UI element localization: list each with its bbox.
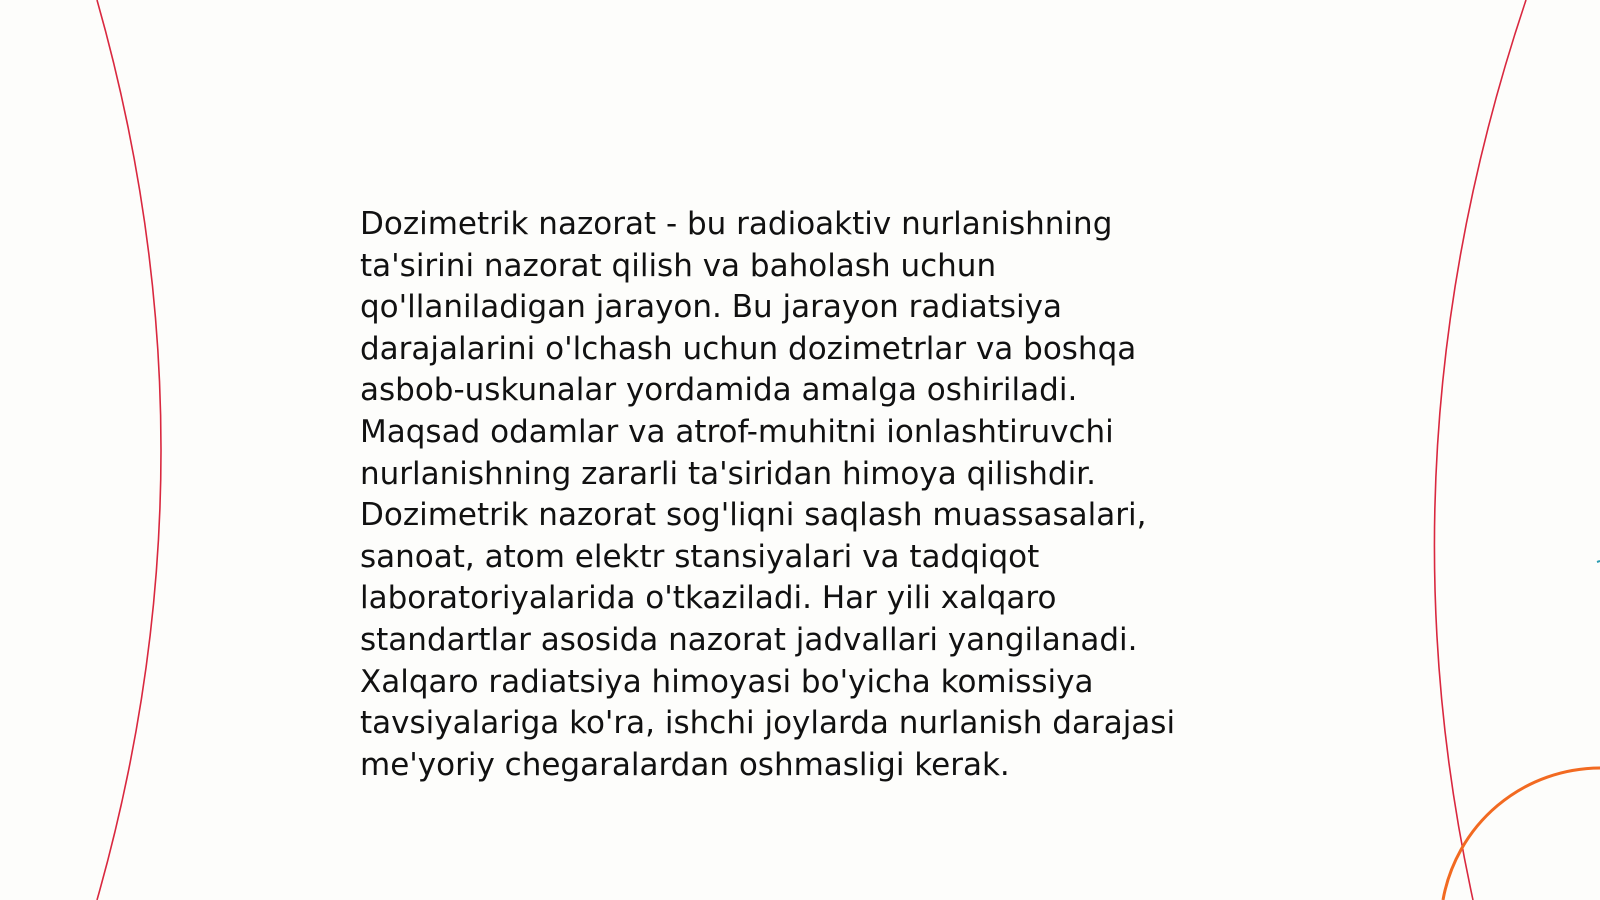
paragraph-line: tavsiyalariga ko'ra, ishchi joylarda nurlanish darajasi: [360, 705, 1176, 742]
paragraph-line: Dozimetrik nazorat sog'liqni saqlash muassasalari,: [360, 497, 1147, 534]
paragraph-line: nurlanishning zararli ta'siridan himoya qilishdir.: [360, 455, 1096, 492]
paragraph-line: Dozimetrik nazorat - bu radioaktiv nurlanishning: [360, 206, 1113, 242]
paragraph-line: darajalarini o'lchash uchun dozimetrlar va boshqa: [360, 330, 1137, 367]
body-paragraph: [360, 204, 1220, 786]
paragraph-line: standartlar asosida nazorat jadvallari yangilanadi.: [360, 621, 1138, 658]
paragraph-line: me'yoriy chegaralardan oshmasligi kerak.: [360, 746, 1010, 783]
paragraph-line: laboratoriyalarida o'tkaziladi. Har yili xalqaro: [360, 580, 1057, 617]
corner-circle-arc: [1443, 768, 1600, 900]
right-arc-line: [1434, 0, 1526, 900]
paragraph-line: ta'sirini nazorat qilish va baholash uchun: [360, 247, 997, 284]
paragraph-line: asbob-uskunalar yordamida amalga oshiriladi.: [360, 372, 1078, 409]
paragraph-line: Maqsad odamlar va atrof-muhitni ionlashtiruvchi: [360, 413, 1114, 450]
left-arc-line: [97, 0, 161, 900]
paragraph-line: qo'llaniladigan jarayon. Bu jarayon radiatsiya: [360, 289, 1062, 326]
paragraph-line: Xalqaro radiatsiya himoyasi bo'yicha komissiya: [360, 663, 1094, 700]
paragraph-line: sanoat, atom elektr stansiyalari va tadqiqot: [360, 538, 1040, 575]
